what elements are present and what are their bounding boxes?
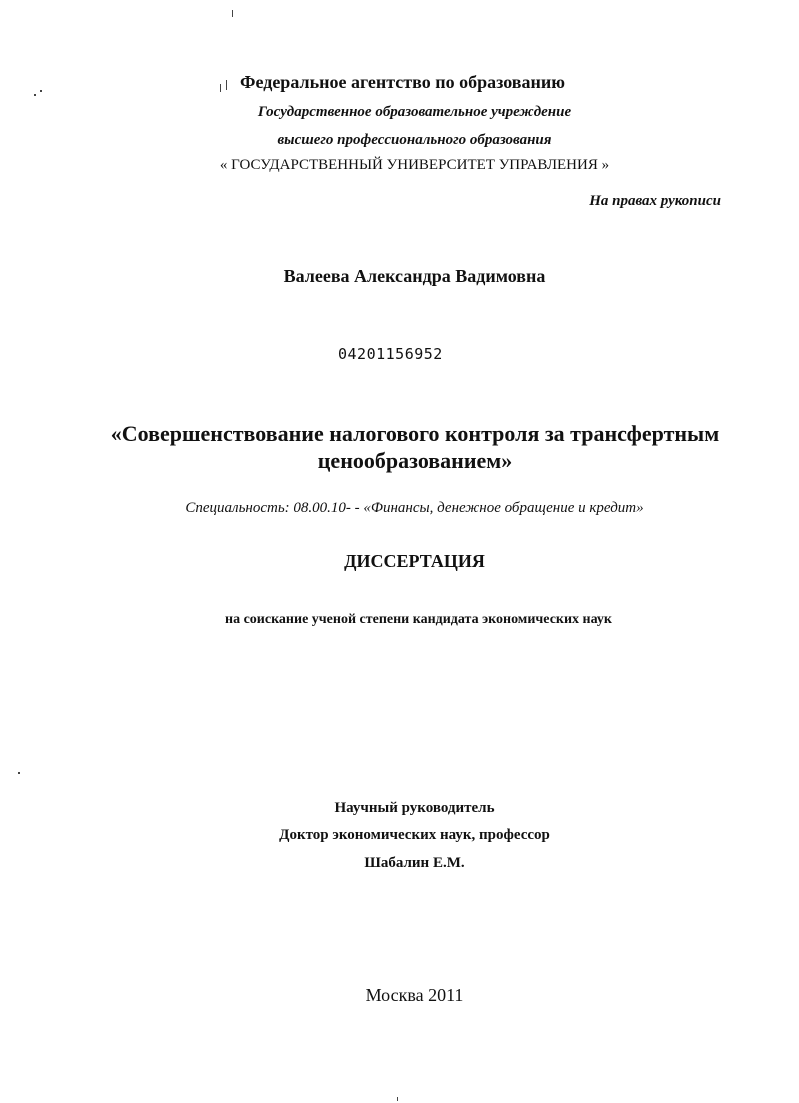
scan-artifact [40, 90, 42, 92]
author-name: Валеева Александра Вадимовна [283, 266, 546, 286]
document-type: ДИССЕРТАЦИЯ [344, 551, 485, 571]
place-and-year: Москва 2011 [365, 985, 464, 1005]
scan-artifact [397, 1097, 398, 1101]
scan-artifact [220, 84, 221, 92]
advisor-label: Научный руководитель [334, 800, 495, 816]
specialty-line: Специальность: 08.00.10- - «Финансы, денежное обращение и кредит» [185, 500, 644, 516]
institution-line-1: Государственное образовательное учреждение [257, 104, 572, 120]
scan-artifact [34, 94, 36, 96]
dissertation-title: «Совершенствование налогового контроля за трансфертным ценообразованием» [110, 421, 720, 473]
degree-line: на соискание ученой степени кандидата экономических наук [225, 612, 612, 627]
agency-name: Федеральное агентство по образованию [240, 72, 566, 92]
rights-note: На правах рукописи [589, 193, 721, 209]
scan-artifact [226, 80, 227, 90]
advisor-name: Шабалин Е.М. [364, 855, 465, 871]
scan-artifact [18, 772, 20, 774]
scan-artifact [232, 10, 233, 17]
advisor-degree: Доктор экономических наук, профессор [279, 827, 550, 843]
institution-line-2: высшего профессионального образования [277, 132, 552, 148]
university-name: « ГОСУДАРСТВЕННЫЙ УНИВЕРСИТЕТ УПРАВЛЕНИЯ » [219, 157, 610, 173]
registration-number: 04201156952 [338, 345, 443, 363]
